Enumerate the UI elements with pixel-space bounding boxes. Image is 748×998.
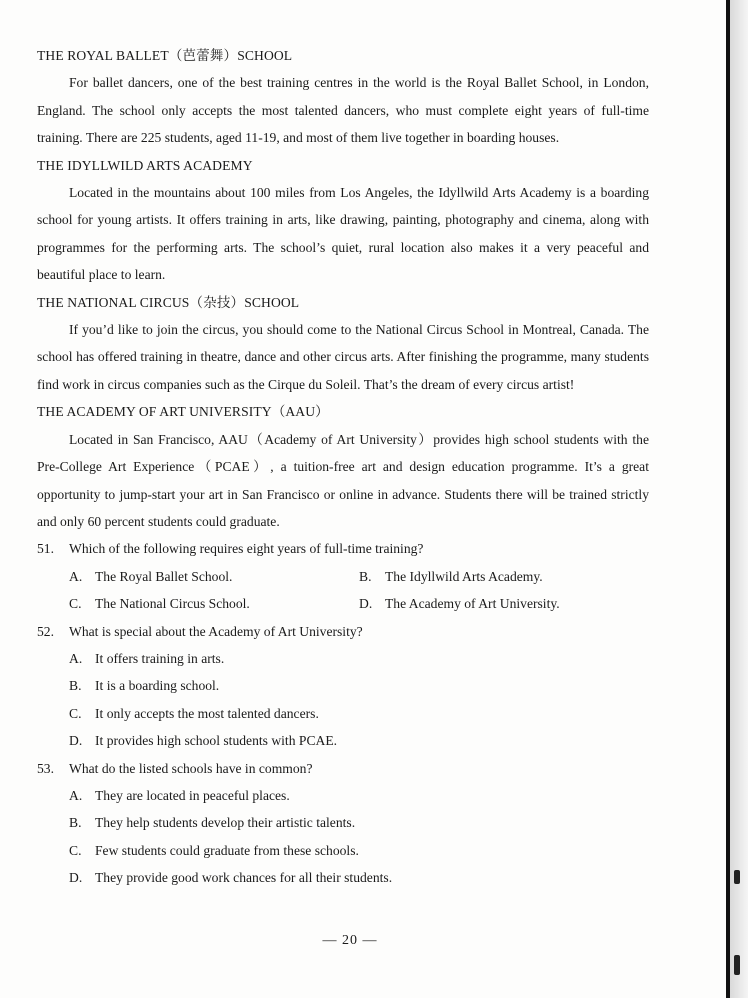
question-stem: What do the listed schools have in common? <box>69 760 313 776</box>
page-number: — 20 — <box>322 933 378 948</box>
option-a[interactable] <box>37 645 649 672</box>
option-text: They help students develop their artistic talents. <box>95 815 356 831</box>
option-letter: A. <box>69 568 83 584</box>
option-text: Few students could graduate from these schools. <box>95 842 359 858</box>
option-text: The Royal Ballet School. <box>95 568 233 584</box>
option-letter: C. <box>69 842 82 858</box>
question-stem: What is special about the Academy of Art University? <box>69 623 363 639</box>
option-text: It provides high school students with PCAE. <box>95 733 338 749</box>
option-letter: B. <box>69 815 82 831</box>
option-letter: D. <box>69 870 83 886</box>
question-number: 51. <box>37 541 54 557</box>
option-c[interactable] <box>37 837 649 864</box>
option-text: The National Circus School. <box>95 596 250 612</box>
option-letter: C. <box>69 705 82 721</box>
reading-passage <box>37 42 649 892</box>
option-a[interactable] <box>37 782 649 809</box>
question-53 <box>37 755 649 782</box>
section-heading: THE ACADEMY OF ART UNIVERSITY（AAU） <box>37 404 329 420</box>
option-letter: D. <box>69 733 83 749</box>
option-letter: A. <box>69 787 83 803</box>
option-letter: D. <box>359 596 373 612</box>
question-51 <box>37 535 649 562</box>
option-letter: B. <box>69 678 82 694</box>
option-letter: C. <box>69 596 82 612</box>
section-heading: THE ROYAL BALLET（芭蕾舞）SCHOOL <box>37 48 293 63</box>
option-text: It only accepts the most talented dancers. <box>95 705 319 721</box>
option-c[interactable] <box>37 700 649 727</box>
question-52 <box>37 618 649 645</box>
option-d[interactable] <box>37 727 649 754</box>
option-d[interactable] <box>37 864 649 891</box>
option-text: They are located in peaceful places. <box>95 787 290 803</box>
option-text: It is a boarding school. <box>95 678 220 694</box>
section-paragraph: For ballet dancers, one of the best training centres in the world is the Royal Ballet School, in London, England. The school only accepts the most talented dancers, who must complete eight years of full-time training. There are 225 students, aged 11-19, and most of them live together in boarding houses. <box>37 75 649 146</box>
option-b[interactable] <box>37 672 649 699</box>
scan-mark <box>734 955 740 975</box>
option-text: The Academy of Art University. <box>385 596 560 612</box>
question-number: 53. <box>37 760 54 776</box>
option-text: It offers training in arts. <box>95 650 225 666</box>
option-row <box>37 590 649 617</box>
option-row <box>37 563 649 590</box>
page-edge-shadow <box>730 0 748 998</box>
question-number: 52. <box>37 623 54 639</box>
option-letter: B. <box>359 568 372 584</box>
option-text: They provide good work chances for all their students. <box>95 870 393 886</box>
section-heading: THE IDYLLWILD ARTS ACADEMY <box>37 157 253 173</box>
option-b[interactable] <box>37 809 649 836</box>
section-paragraph: Located in San Francisco, AAU（Academy of Art University）provides high school students with the Pre-College Art Experience（PCAE）, a tuition-free art and design education programme. It’s a great opportunity to jump-start your art in San Francisco or online in advance. Students there will be trained strictly and only 60 percent students could graduate. <box>37 431 649 529</box>
section-paragraph: Located in the mountains about 100 miles from Los Angeles, the Idyllwild Arts Academy is a boarding school for young artists. It offers training in arts, like drawing, painting, photography and cinema, along with programmes for the performing arts. The school’s quiet, rural location also makes it a very peaceful and beautiful place to learn. <box>37 185 649 283</box>
page-edge-line <box>726 0 730 998</box>
option-c[interactable] <box>69 590 359 617</box>
section-heading: THE NATIONAL CIRCUS（杂技）SCHOOL <box>37 294 300 310</box>
option-d[interactable] <box>359 590 649 617</box>
option-text: The Idyllwild Arts Academy. <box>385 568 543 584</box>
option-letter: A. <box>69 650 83 666</box>
question-stem: Which of the following requires eight years of full-time training? <box>69 541 424 557</box>
option-a[interactable] <box>69 563 359 590</box>
scan-mark <box>734 870 740 884</box>
section-paragraph: If you’d like to join the circus, you should come to the National Circus School in Montreal, Canada. The school has offered training in theatre, dance and other circus arts. After finishing the programme, many students find work in circus companies such as the Cirque du Soleil. That’s the dream of every circus artist! <box>37 322 649 392</box>
option-b[interactable] <box>359 563 649 590</box>
